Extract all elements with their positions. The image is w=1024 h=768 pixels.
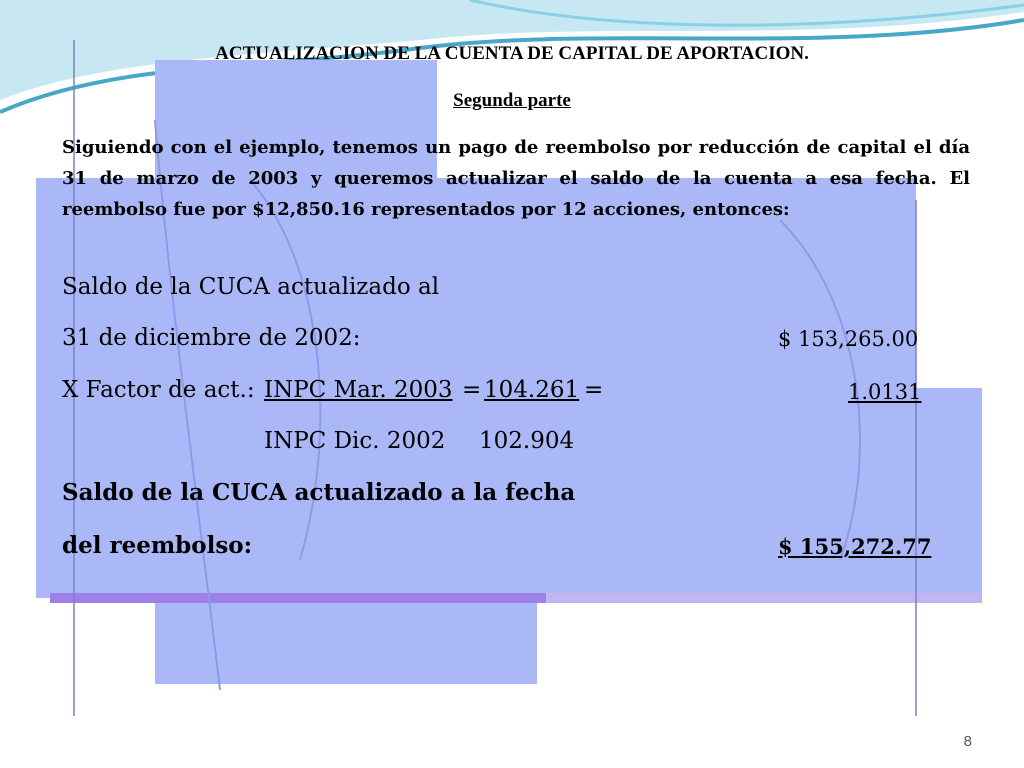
line-saldo-actualizado-al: Saldo de la CUCA actualizado al (62, 274, 440, 300)
body-paragraph: Siguiendo con el ejemplo, tenemos un pago de reembolso por reducción de capital el día 31 de marzo de 2003 y queremos actualizar el saldo de la cuenta a esa fecha. El reembolso fue por $12,850.16 representados por 12 acciones, entonces: (62, 137, 970, 220)
line-factor-label: X Factor de act.: (62, 377, 255, 403)
inpc-diciembre-value: 102.904 (479, 428, 575, 454)
equals-sign-1: = (462, 377, 482, 403)
inpc-marzo-value: 104.261 (484, 377, 580, 403)
slide-subtitle: Segunda parte (453, 90, 571, 111)
inpc-marzo-label: INPC Mar. 2003 (264, 377, 453, 403)
equals-sign-2: = (584, 377, 604, 403)
value-saldo-diciembre: $ 153,265.00 (778, 327, 919, 351)
slide-title: ACTUALIZACION DE LA CUENTA DE CAPITAL DE APORTACION. (215, 43, 809, 64)
inpc-diciembre-label: INPC Dic. 2002 (264, 428, 446, 454)
line-del-reembolso: del reembolso: (62, 532, 253, 559)
line-saldo-actualizado-fecha: Saldo de la CUCA actualizado a la fecha (62, 479, 576, 506)
page-number: 8 (963, 733, 972, 750)
factor-value: 1.0131 (848, 380, 922, 404)
line-fecha-diciembre: 31 de diciembre de 2002: (62, 325, 361, 351)
value-saldo-final: $ 155,272.77 (778, 534, 932, 559)
